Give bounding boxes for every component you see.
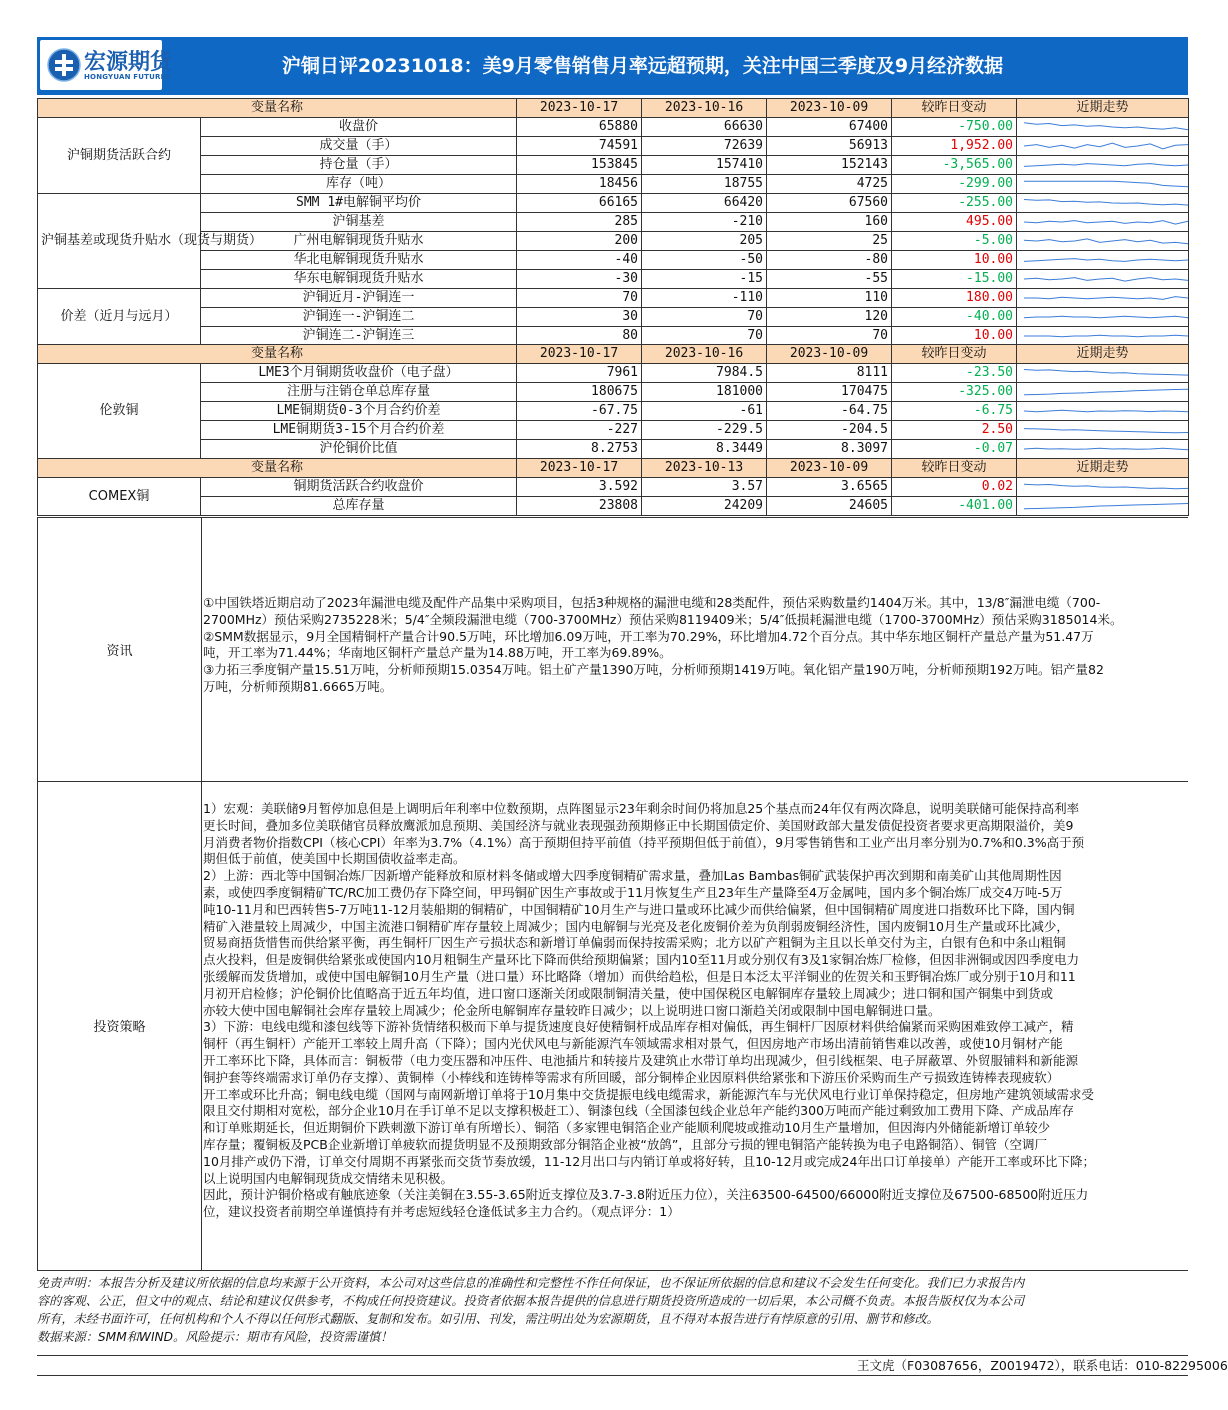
trend-cell bbox=[1017, 327, 1189, 346]
column-header: 2023-10-17 bbox=[517, 459, 642, 478]
variable-name: LME3个月铜期货收盘价（电子盘） bbox=[201, 364, 517, 383]
change-cell: -0.07 bbox=[892, 440, 1017, 459]
strategy-line: 月消费者物价指数CPI（核心CPI）年率为3.7%（4.1%）高于预期但持平前值（持平预期但低于前值），9月零售销售和工业产出月率分别为0.7%和0.3%高于预 bbox=[203, 834, 1085, 850]
value-cell: 72639 bbox=[642, 137, 767, 156]
table-header-row bbox=[38, 99, 1189, 118]
change-cell: -325.00 bbox=[892, 383, 1017, 402]
variable-name: 沪铜基差 bbox=[201, 213, 517, 232]
value-cell: -40 bbox=[517, 251, 642, 270]
table-header-row bbox=[38, 459, 1189, 478]
change-cell: 180.00 bbox=[892, 289, 1017, 308]
category-cell: 伦敦铜 bbox=[38, 364, 201, 459]
value-cell: 30 bbox=[517, 308, 642, 327]
sparkline-path bbox=[1024, 143, 1188, 149]
value-cell: 180675 bbox=[517, 383, 642, 402]
commentary-area bbox=[37, 517, 1188, 1271]
change-cell: -15.00 bbox=[892, 270, 1017, 289]
change-cell: 2.50 bbox=[892, 421, 1017, 440]
disclaimer-line: 所有，未经书面许可，任何机构和个人不得以任何形式翻版、复制和发布。如引用、刊发，需注明出处为宏源期货，且不得对本报告进行有悖原意的引用、删节和修改。 bbox=[37, 1312, 939, 1326]
value-cell: -30 bbox=[517, 270, 642, 289]
variable-name: LME铜期货3-15个月合约价差 bbox=[201, 421, 517, 440]
report-title: 沪铜日评20231018：美9月零售销售月率远超预期，关注中国三季度及9月经济数据 bbox=[281, 55, 1004, 77]
lme-copper-table bbox=[37, 344, 1189, 459]
column-header: 2023-10-17 bbox=[517, 99, 642, 118]
value-cell: -15 bbox=[642, 270, 767, 289]
trend-cell bbox=[1017, 289, 1189, 308]
column-header: 2023-10-09 bbox=[767, 459, 892, 478]
author-contact: 王文虎（F03087656，Z0019472），联系电话：010-82295006 bbox=[857, 1358, 1228, 1373]
disclaimer-line: 免责声明：本报告分析及建议所依据的信息均来源于公开资料，本公司对这些信息的准确性和完整性不作任何保证，也不保证所依据的信息和建议不会发生任何变化。我们已力求报告内 bbox=[37, 1276, 1025, 1290]
value-cell: 8111 bbox=[767, 364, 892, 383]
news-label: 资讯 bbox=[37, 518, 202, 781]
trend-cell bbox=[1017, 232, 1189, 251]
table-row bbox=[38, 156, 1189, 175]
variable-name: 沪铜连二-沪铜连三 bbox=[201, 327, 517, 346]
table-row bbox=[38, 421, 1189, 440]
value-cell: 205 bbox=[642, 232, 767, 251]
value-cell: -55 bbox=[767, 270, 892, 289]
table-row bbox=[38, 194, 1189, 213]
variable-name: 沪铜近月-沪铜连一 bbox=[201, 289, 517, 308]
table-row bbox=[38, 497, 1189, 516]
value-cell: 80 bbox=[517, 327, 642, 346]
strategy-line: 铜护套等终端需求订单仍存支撑）、黄铜棒（小棒线和连铸棒等需求有所回暖，部分铜棒企业因原料供给紧张和下游压价采购而生产亏损致连铸棒表现疲软） bbox=[203, 1069, 1060, 1085]
sparkline bbox=[1020, 251, 1192, 269]
trend-cell bbox=[1017, 364, 1189, 383]
value-cell: 67400 bbox=[767, 118, 892, 137]
table-row bbox=[38, 118, 1189, 137]
strategy-line: 精矿入港量较上周减少，中国主流港口铜精矿库存量较上周减少；国内电解铜与光亮及老化废铜价差为负削弱废铜经济性，国内废铜10月生产量或环比减少， bbox=[203, 918, 1069, 934]
sparkline-path bbox=[1024, 278, 1188, 282]
sparkline bbox=[1020, 194, 1192, 212]
value-cell: 18755 bbox=[642, 175, 767, 194]
sparkline bbox=[1020, 232, 1192, 250]
value-cell: 66630 bbox=[642, 118, 767, 137]
value-cell: -204.5 bbox=[767, 421, 892, 440]
sparkline-path bbox=[1024, 389, 1188, 395]
change-cell: 10.00 bbox=[892, 327, 1017, 346]
strategy-line: 铜杆（再生铜杆）产能开工率较上周升高（下降）；国内光伏风电与新能源汽车领域需求相对景气，但因房地产市场出清前销售难以改善，或使10月铜材产能 bbox=[203, 1036, 1063, 1052]
sparkline-path bbox=[1024, 221, 1188, 225]
column-header: 较昨日变动 bbox=[892, 459, 1017, 478]
value-cell: 66165 bbox=[517, 194, 642, 213]
strategy-line: 张缓解而发货增加，或使中国电解铜10月生产量（进口量）环比略降（增加）而供给趋松，但是日本泛太平洋铜业的佐贺关和玉野铜冶炼厂或分别于10月和11 bbox=[203, 968, 1076, 984]
column-header: 近期走势 bbox=[1017, 459, 1189, 478]
strategy-line: 贸易商捂货惜售而供给紧平衡，再生铜杆厂因生产亏损状态和新增订单偏弱而保持按需采购；北方以矿产粗铜为主且以长单交付为主，白银有色和中条山粗铜 bbox=[203, 935, 1066, 951]
strategy-label: 投资策略 bbox=[37, 781, 202, 1270]
table-row bbox=[38, 383, 1189, 402]
table-row bbox=[38, 137, 1189, 156]
sparkline bbox=[1020, 270, 1192, 288]
news-line: 吨，开工率为71.44%；华南地区铜杆产量总产量为14.88万吨，开工率为69.89%。 bbox=[203, 645, 672, 661]
report-header bbox=[37, 37, 1188, 95]
sparkline bbox=[1020, 440, 1192, 458]
trend-cell bbox=[1017, 213, 1189, 232]
value-cell: 24605 bbox=[767, 497, 892, 516]
strategy-line: 吨10-11月和巴西转售5-7万吨11-12月装船期的铜精矿，中国铜精矿10月生产与进口量或环比减少而供给偏紧，但中国铜精矿周度进口指数环比下降，国内铜 bbox=[203, 901, 1075, 917]
column-header: 较昨日变动 bbox=[892, 99, 1017, 118]
value-cell: 120 bbox=[767, 308, 892, 327]
table-row bbox=[38, 440, 1189, 459]
table-row bbox=[38, 364, 1189, 383]
strategy-line: 以上说明国内电解铜现货成交情绪未见积极。 bbox=[203, 1170, 454, 1186]
sparkline bbox=[1020, 137, 1192, 155]
news-body bbox=[203, 595, 1188, 696]
value-cell: 70 bbox=[767, 327, 892, 346]
strategy-line: 1）宏观：美联储9月暂停加息但是上调明后年利率中位数预期，点阵图显示23年剩余时间仍将加息25个基点而24年仅有两次降息，说明美联储可能保持高利率 bbox=[203, 801, 1080, 816]
strategy-line: 点火投料，但是废铜供给紧张或使国内10月粗铜生产量环比下降而供给预期偏紧；国内10至11月或分别仅有3及1家铜冶炼厂检修，但因非洲铜或因四季度电力 bbox=[203, 952, 1080, 968]
sparkline bbox=[1020, 156, 1192, 174]
table-row bbox=[38, 175, 1189, 194]
change-cell: 0.02 bbox=[892, 478, 1017, 497]
logo-text-cn: 宏源期货 bbox=[84, 50, 173, 75]
strategy-line: 位，建议投资者前期空单谨慎持有并考虑短线轻仓逢低试多主力合约。（观点评分：1） bbox=[203, 1204, 680, 1220]
change-cell: -23.50 bbox=[892, 364, 1017, 383]
sparkline-path bbox=[1024, 504, 1188, 509]
value-cell: -229.5 bbox=[642, 421, 767, 440]
strategy-line: 库存量；覆铜板及PCB企业新增订单疲软而提货明显不及预期致部分铜箔企业被“放鸽”，且部分亏损的锂电铜箔产能转换为电子电路铜箔）、铜管（空调厂 bbox=[203, 1136, 1048, 1152]
column-header: 2023-10-16 bbox=[642, 99, 767, 118]
value-cell: -61 bbox=[642, 402, 767, 421]
trend-cell bbox=[1017, 175, 1189, 194]
sparkline-path bbox=[1024, 484, 1188, 489]
value-cell: 110 bbox=[767, 289, 892, 308]
author-line bbox=[37, 1355, 1228, 1376]
change-cell: -3,565.00 bbox=[892, 156, 1017, 175]
value-cell: 160 bbox=[767, 213, 892, 232]
value-cell: 70 bbox=[642, 327, 767, 346]
trend-cell bbox=[1017, 308, 1189, 327]
value-cell: 8.3449 bbox=[642, 440, 767, 459]
value-cell: -227 bbox=[517, 421, 642, 440]
sparkline-path bbox=[1024, 335, 1188, 336]
variable-name: 沪伦铜价比值 bbox=[201, 440, 517, 459]
trend-cell bbox=[1017, 478, 1189, 497]
column-header: 2023-10-16 bbox=[642, 345, 767, 364]
column-header: 2023-10-13 bbox=[642, 459, 767, 478]
sparkline bbox=[1020, 478, 1192, 496]
value-cell: 8.2753 bbox=[517, 440, 642, 459]
sparkline bbox=[1020, 402, 1192, 420]
sparkline-path bbox=[1024, 200, 1188, 206]
value-cell: -67.75 bbox=[517, 402, 642, 421]
change-cell: -750.00 bbox=[892, 118, 1017, 137]
sparkline bbox=[1020, 383, 1192, 401]
table-row bbox=[38, 308, 1189, 327]
value-cell: 25 bbox=[767, 232, 892, 251]
variable-name: 总库存量 bbox=[201, 497, 517, 516]
trend-cell bbox=[1017, 156, 1189, 175]
comex-copper-table bbox=[37, 458, 1189, 516]
variable-name: 成交量（手） bbox=[201, 137, 517, 156]
table-header-row bbox=[38, 345, 1189, 364]
news-line: ①中国铁塔近期启动了2023年漏泄电缆及配件产品集中采购项目，包括3种规格的漏泄电缆和28类配件，预估采购数量约1404万米。其中，13/8″漏泄电缆（700- bbox=[203, 595, 1101, 610]
sparkline bbox=[1020, 289, 1192, 307]
sparkline-path bbox=[1024, 410, 1188, 411]
column-header: 变量名称 bbox=[38, 345, 517, 364]
variable-name: 沪铜连一-沪铜连二 bbox=[201, 308, 517, 327]
strategy-line: 期但低于前值，使美国中长期国债收益率走高。 bbox=[203, 851, 466, 867]
sparkline bbox=[1020, 497, 1192, 515]
trend-cell bbox=[1017, 383, 1189, 402]
strategy-line: 更长时间，叠加多位美联储官员释放鹰派加息预期、美国经济与就业表现强劲预期修正中长期国债定价、美国财政部大量发债促投资者要求更高期限溢价，美9 bbox=[203, 817, 1074, 833]
category-cell: 价差（近月与远月） bbox=[38, 289, 201, 346]
news-line: ③力拓三季度铜产量15.51万吨，分析师预期15.0354万吨。铝土矿产量1390万吨，分析师预期1419万吨。氧化铝产量190万吨，分析师预期192万吨。铝产量82 bbox=[203, 662, 1104, 678]
change-cell: -5.00 bbox=[892, 232, 1017, 251]
sparkline-path bbox=[1024, 316, 1188, 317]
column-header: 2023-10-17 bbox=[517, 345, 642, 364]
table-row bbox=[38, 213, 1189, 232]
strategy-line: 月初开启检修；沪伦铜价比值略高于近五年均值，进口窗口逐渐关闭或限制铜清关量，使中国保税区电解铜库存量较上周减少；进口铜和国产铜集中到货或 bbox=[203, 985, 1054, 1001]
value-cell: 70 bbox=[642, 308, 767, 327]
sparkline bbox=[1020, 327, 1192, 345]
column-header: 变量名称 bbox=[38, 459, 517, 478]
column-header: 较昨日变动 bbox=[892, 345, 1017, 364]
strategy-line: 限且交付期相对宽松，部分企业10月在手订单不足以支撑积极赶工）、铜漆包线（全国漆包线企业总年产能约300万吨而产能过剩致加工费用下降、产成品库存 bbox=[203, 1103, 1075, 1119]
strategy-line: 2）上游：西北等中国铜冶炼厂因新增产能释放和原材料冬储或增大四季度铜精矿需求量，叠加Las Bambas铜矿武装保护再次到期和南美矿山其他周期性因 bbox=[203, 868, 1062, 884]
sparkline bbox=[1020, 175, 1192, 193]
change-cell: 10.00 bbox=[892, 251, 1017, 270]
variable-name: 持仓量（手） bbox=[201, 156, 517, 175]
trend-cell bbox=[1017, 194, 1189, 213]
value-cell: 181000 bbox=[642, 383, 767, 402]
trend-cell bbox=[1017, 440, 1189, 459]
logo-text-en: HONGYUAN FUTURES bbox=[84, 73, 171, 81]
sparkline-path bbox=[1024, 297, 1188, 300]
variable-name: 库存（吨） bbox=[201, 175, 517, 194]
trend-cell bbox=[1017, 118, 1189, 137]
variable-name: 广州电解铜现货升贴水 bbox=[201, 232, 517, 251]
strategy-line: 开工率或环比升高；铜电线电缆（国网与南网新增订单将于10月集中交货提振电线电缆需求，新能源汽车与光伏风电行业订单保持稳定，但房地产建筑领域需求受 bbox=[203, 1086, 1094, 1102]
sparkline bbox=[1020, 118, 1192, 136]
news-section bbox=[37, 518, 1188, 782]
variable-name: 注册与注销仓单总库存量 bbox=[201, 383, 517, 402]
value-cell: 18456 bbox=[517, 175, 642, 194]
column-header: 近期走势 bbox=[1017, 99, 1189, 118]
sparkline-path bbox=[1024, 429, 1188, 433]
category-cell: COMEX铜 bbox=[38, 478, 201, 516]
value-cell: 7961 bbox=[517, 364, 642, 383]
strategy-line: 和订单账期延长，但近期铜价下跌刺激下游订单有所增长）、铜箔（多家锂电铜箔企业产能顺利爬坡或推动10月生产量增加，但因海内外储能新增订单较少 bbox=[203, 1120, 1051, 1136]
value-cell: 66420 bbox=[642, 194, 767, 213]
disclaimer-line: 容的客观、公正，但文中的观点、结论和建议仅供参考，不构成任何投资建议。投资者依据本报告提供的信息进行期货投资所造成的一切后果，本公司概不负责。本报告版权仅为本公司 bbox=[37, 1294, 1025, 1308]
change-cell: -401.00 bbox=[892, 497, 1017, 516]
table-row bbox=[38, 251, 1189, 270]
change-cell: 495.00 bbox=[892, 213, 1017, 232]
variable-name: LME铜期货0-3个月合约价差 bbox=[201, 402, 517, 421]
value-cell: 3.6565 bbox=[767, 478, 892, 497]
strategy-line: 亦较大使中国电解铜社会库存量较上周减少；伦金所电解铜库存量较昨日减少；以上说明进口窗口渐趋关闭或限制中国电解铜进口量。 bbox=[203, 1002, 941, 1018]
value-cell: 3.57 bbox=[642, 478, 767, 497]
trend-cell bbox=[1017, 497, 1189, 516]
value-cell: 65880 bbox=[517, 118, 642, 137]
strategy-line: 3）下游：电线电缆和漆包线等下游补货情绪积极而下单与提货速度良好使精铜杆成品库存相对偏低，再生铜杆厂因原材料供给偏紧而采购困难致停工减产，精 bbox=[203, 1019, 1074, 1035]
sparkline-path bbox=[1024, 164, 1188, 167]
column-header: 近期走势 bbox=[1017, 345, 1189, 364]
shfe-copper-table bbox=[37, 98, 1189, 346]
trend-cell bbox=[1017, 251, 1189, 270]
news-line: ②SMM数据显示，9月全国精铜杆产量合计90.5万吨，环比增加6.09万吨，开工率为70.29%，环比增加4.72个百分点。其中华东地区铜杆产量总产量为51.47万 bbox=[203, 628, 1094, 644]
sparkline-path bbox=[1024, 123, 1188, 130]
variable-name: 铜期货活跃合约收盘价 bbox=[201, 478, 517, 497]
variable-name: 华北电解铜现货升贴水 bbox=[201, 251, 517, 270]
news-line: 2700MHz）预估采购2735228米；5/4″全频段漏泄电缆（700-3700MHz）预估采购8119409米；5/4″低损耗漏泄电缆（1700-3700MHz）预估采购3185014米。 bbox=[203, 611, 1123, 627]
value-cell: 152143 bbox=[767, 156, 892, 175]
value-cell: 157410 bbox=[642, 156, 767, 175]
table-row bbox=[38, 402, 1189, 421]
news-line: 万吨，分析师预期81.6665万吨。 bbox=[203, 678, 393, 694]
value-cell: 200 bbox=[517, 232, 642, 251]
table-row bbox=[38, 289, 1189, 308]
table-row bbox=[38, 270, 1189, 289]
change-cell: -299.00 bbox=[892, 175, 1017, 194]
value-cell: -50 bbox=[642, 251, 767, 270]
value-cell: 8.3097 bbox=[767, 440, 892, 459]
value-cell: -210 bbox=[642, 213, 767, 232]
trend-cell bbox=[1017, 402, 1189, 421]
strategy-line: 因此，预计沪铜价格或有触底迹象（关注美铜在3.55-3.65附近支撑位及3.7-3.8附近压力位），关注63500-64500/66000附近支撑位及67500-68500附近压力 bbox=[203, 1187, 1089, 1203]
value-cell: 74591 bbox=[517, 137, 642, 156]
value-cell: 7984.5 bbox=[642, 364, 767, 383]
sparkline-path bbox=[1024, 181, 1188, 187]
column-header: 变量名称 bbox=[38, 99, 517, 118]
value-cell: 56913 bbox=[767, 137, 892, 156]
value-cell: 153845 bbox=[517, 156, 642, 175]
value-cell: 70 bbox=[517, 289, 642, 308]
value-cell: 3.592 bbox=[517, 478, 642, 497]
variable-name: 华东电解铜现货升贴水 bbox=[201, 270, 517, 289]
strategy-section bbox=[37, 781, 1188, 1271]
value-cell: 4725 bbox=[767, 175, 892, 194]
sparkline bbox=[1020, 308, 1192, 326]
variable-name: SMM 1#电解铜平均价 bbox=[201, 194, 517, 213]
change-cell: -6.75 bbox=[892, 402, 1017, 421]
category-cell: 沪铜期货活跃合约 bbox=[38, 118, 201, 194]
sparkline-path bbox=[1024, 370, 1188, 376]
category-cell: 沪铜基差或现货升贴水（现货与期货） bbox=[38, 194, 201, 289]
trend-cell bbox=[1017, 421, 1189, 440]
value-cell: 170475 bbox=[767, 383, 892, 402]
disclaimer-line: 数据来源：SMM和WIND。风险提示：期市有风险，投资需谨慎！ bbox=[37, 1330, 393, 1344]
column-header: 2023-10-09 bbox=[767, 345, 892, 364]
value-cell: 285 bbox=[517, 213, 642, 232]
change-cell: 1,952.00 bbox=[892, 137, 1017, 156]
change-cell: -255.00 bbox=[892, 194, 1017, 213]
strategy-line: 开工率环比下降，具体而言：铜板带（电力变压器和冲压件、电池插片和转接片及建筑止水带订单均出现减少，但引线框架、电子屏蔽罩、外贸服铺料和新能源 bbox=[203, 1052, 1079, 1068]
value-cell: 24209 bbox=[642, 497, 767, 516]
column-header: 2023-10-09 bbox=[767, 99, 892, 118]
strategy-line: 10月排产或仍下滑，订单交付周期不再紧张而交货节奏放缓，11-12月出口与内销订单或将好转，且10-12月或完成24年出口订单接单）产能开工率或环比下降； bbox=[203, 1153, 1095, 1169]
value-cell: 23808 bbox=[517, 497, 642, 516]
variable-name: 收盘价 bbox=[201, 118, 517, 137]
sparkline bbox=[1020, 213, 1192, 231]
value-cell: -64.75 bbox=[767, 402, 892, 421]
sparkline-path bbox=[1024, 448, 1188, 449]
value-cell: -80 bbox=[767, 251, 892, 270]
sparkline-path bbox=[1024, 239, 1188, 244]
value-cell: -110 bbox=[642, 289, 767, 308]
strategy-line: 素，或使四季度铜精矿TC/RC加工费仍存下降空间，甲玛铜矿因生产事故或于11月恢复生产且23年生产量降至4万金属吨，国内多个铜冶炼厂成交4万吨-5万 bbox=[203, 884, 1063, 900]
change-cell: -40.00 bbox=[892, 308, 1017, 327]
strategy-body bbox=[203, 801, 1188, 1221]
sparkline bbox=[1020, 421, 1192, 439]
table-row bbox=[38, 327, 1189, 346]
disclaimer bbox=[37, 1274, 1188, 1346]
table-row bbox=[38, 478, 1189, 497]
sparkline bbox=[1020, 364, 1192, 382]
trend-cell bbox=[1017, 137, 1189, 156]
trend-cell bbox=[1017, 270, 1189, 289]
value-cell: 67560 bbox=[767, 194, 892, 213]
sparkline-path bbox=[1024, 259, 1188, 262]
